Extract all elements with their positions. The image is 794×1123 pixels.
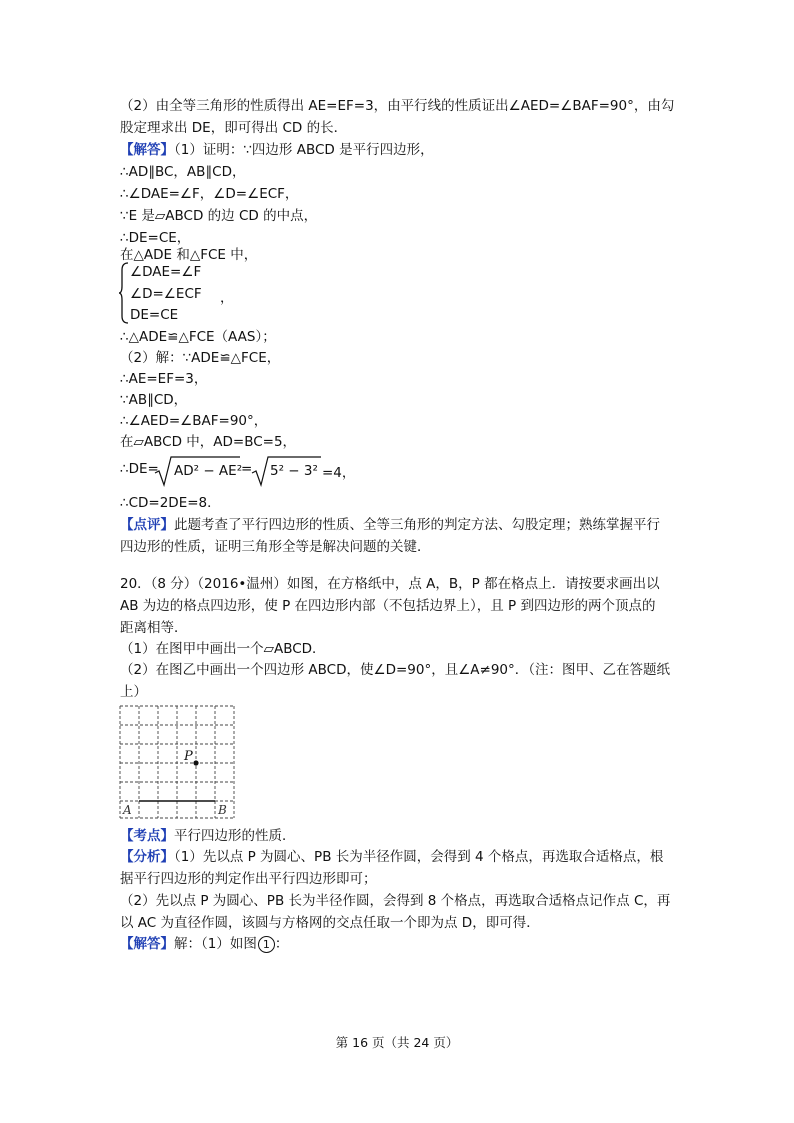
text-line: ∵E 是▱ABCD 的边 CD 的中点， [120,208,318,224]
text-line: 据平行四边形的判定作出平行四边形即可； [120,871,377,887]
text-line: 在△ADE 和△FCE 中， [120,247,258,263]
analysis-tag: 【分析】 [120,849,174,865]
circled-number: 1 [258,936,275,953]
answer-line [120,140,434,160]
knowledge-point-tag: 【考点】 [120,828,174,844]
question-text: （2）在图乙中画出一个四边形 ABCD，使∠D=90°，且∠A≠90°．（注：图甲、乙在答题纸 [120,662,671,678]
equation-prefix: ∴DE= [120,461,159,477]
page-footer: 第 16 页（共 24 页） [335,1035,459,1050]
knowledge-point-line [120,826,296,846]
question-text: 距离相等． [120,620,188,636]
equation-result: =4， [322,465,356,481]
case-comma: ， [220,290,234,306]
text-line: ∴△ADE≌△FCE（AAS）； [120,329,276,345]
equals-sign: = [241,461,253,477]
text-line: ∴CD=2DE=8． [120,495,221,511]
answer-text: （1）证明：∵四边形 ABCD 是平行四边形， [174,142,434,158]
answer-tag: 【解答】 [120,142,174,158]
comment-text: 此题考查了平行四边形的性质、全等三角形的判定方法、勾股定理；熟练掌握平行 [174,517,660,533]
case-condition: ∠DAE=∠F [130,264,202,280]
text-line: ∴∠AED=∠BAF=90°， [120,413,268,429]
analysis-line [120,847,663,867]
question-text: （1）在图甲中画出一个▱ABCD． [120,641,326,657]
question-text: 上） [120,684,147,700]
point-label-b: B [218,803,227,817]
case-bracket [118,262,318,324]
sqrt-equation [120,455,520,489]
case-condition: ∠D=∠ECF [130,286,202,302]
text-line: （2）由全等三角形的性质得出 AE=EF=3，由平行线的性质证出∠AED=∠BAF=90°，由勾 [120,98,675,114]
grid-figure [118,704,240,824]
text-line: （2）先以点 P 为圆心、PB 长为半径作圆，会得到 8 个格点，再选取合适格点记作点 C，再 [120,893,671,909]
knowledge-point-text: 平行四边形的性质． [174,828,296,844]
text-line: 在▱ABCD 中，AD=BC=5， [120,434,297,450]
point-p [193,760,198,765]
text-line: 股定理求出 DE，即可得出 CD 的长． [120,120,348,136]
text-line: 以 AC 为直径作圆，该圆与方格网的交点任取一个即为点 D，即可得． [120,915,540,931]
radicand: 5² − 3² [270,463,318,479]
text-line: ∴AE=EF=3， [120,371,208,387]
text-line: （2）解：∵ADE≌△FCE， [120,350,281,366]
text-line: 四边形的性质，证明三角形全等是解决问题的关键． [120,539,431,555]
point-label-p: P [184,749,193,764]
point-label-a: A [123,803,132,817]
text-line: ∵AB∥CD， [120,392,188,408]
answer-text: 解：（1）如图 [174,936,257,952]
left-brace-icon [118,262,130,324]
text-line: ∴∠DAE=∠F，∠D=∠ECF， [120,186,299,202]
answer-colon: ： [274,936,289,952]
text-line: ∴AD∥BC，AB∥CD， [120,164,246,180]
answer-tag: 【解答】 [120,936,174,952]
question-text: AB 为边的格点四边形，使 P 在四边形内部（不包括边界上），且 P 到四边形的两个顶点的 [120,598,656,614]
comment-line [120,515,660,535]
radicand: AD² − AE² [174,463,243,479]
case-condition: DE=CE [130,307,179,323]
analysis-text: （1）先以点 P 为圆心、PB 长为半径作圆，会得到 4 个格点，再选取合适格点，根 [174,849,664,865]
question-text: 20．（8 分）（2016•温州）如图，在方格纸中，点 A，B，P 都在格点上．请按要求画出以 [120,576,660,592]
text-line: ∴DE=CE， [120,230,191,246]
answer-line [120,934,288,954]
grid-diagram [118,704,240,820]
comment-tag: 【点评】 [120,517,174,533]
